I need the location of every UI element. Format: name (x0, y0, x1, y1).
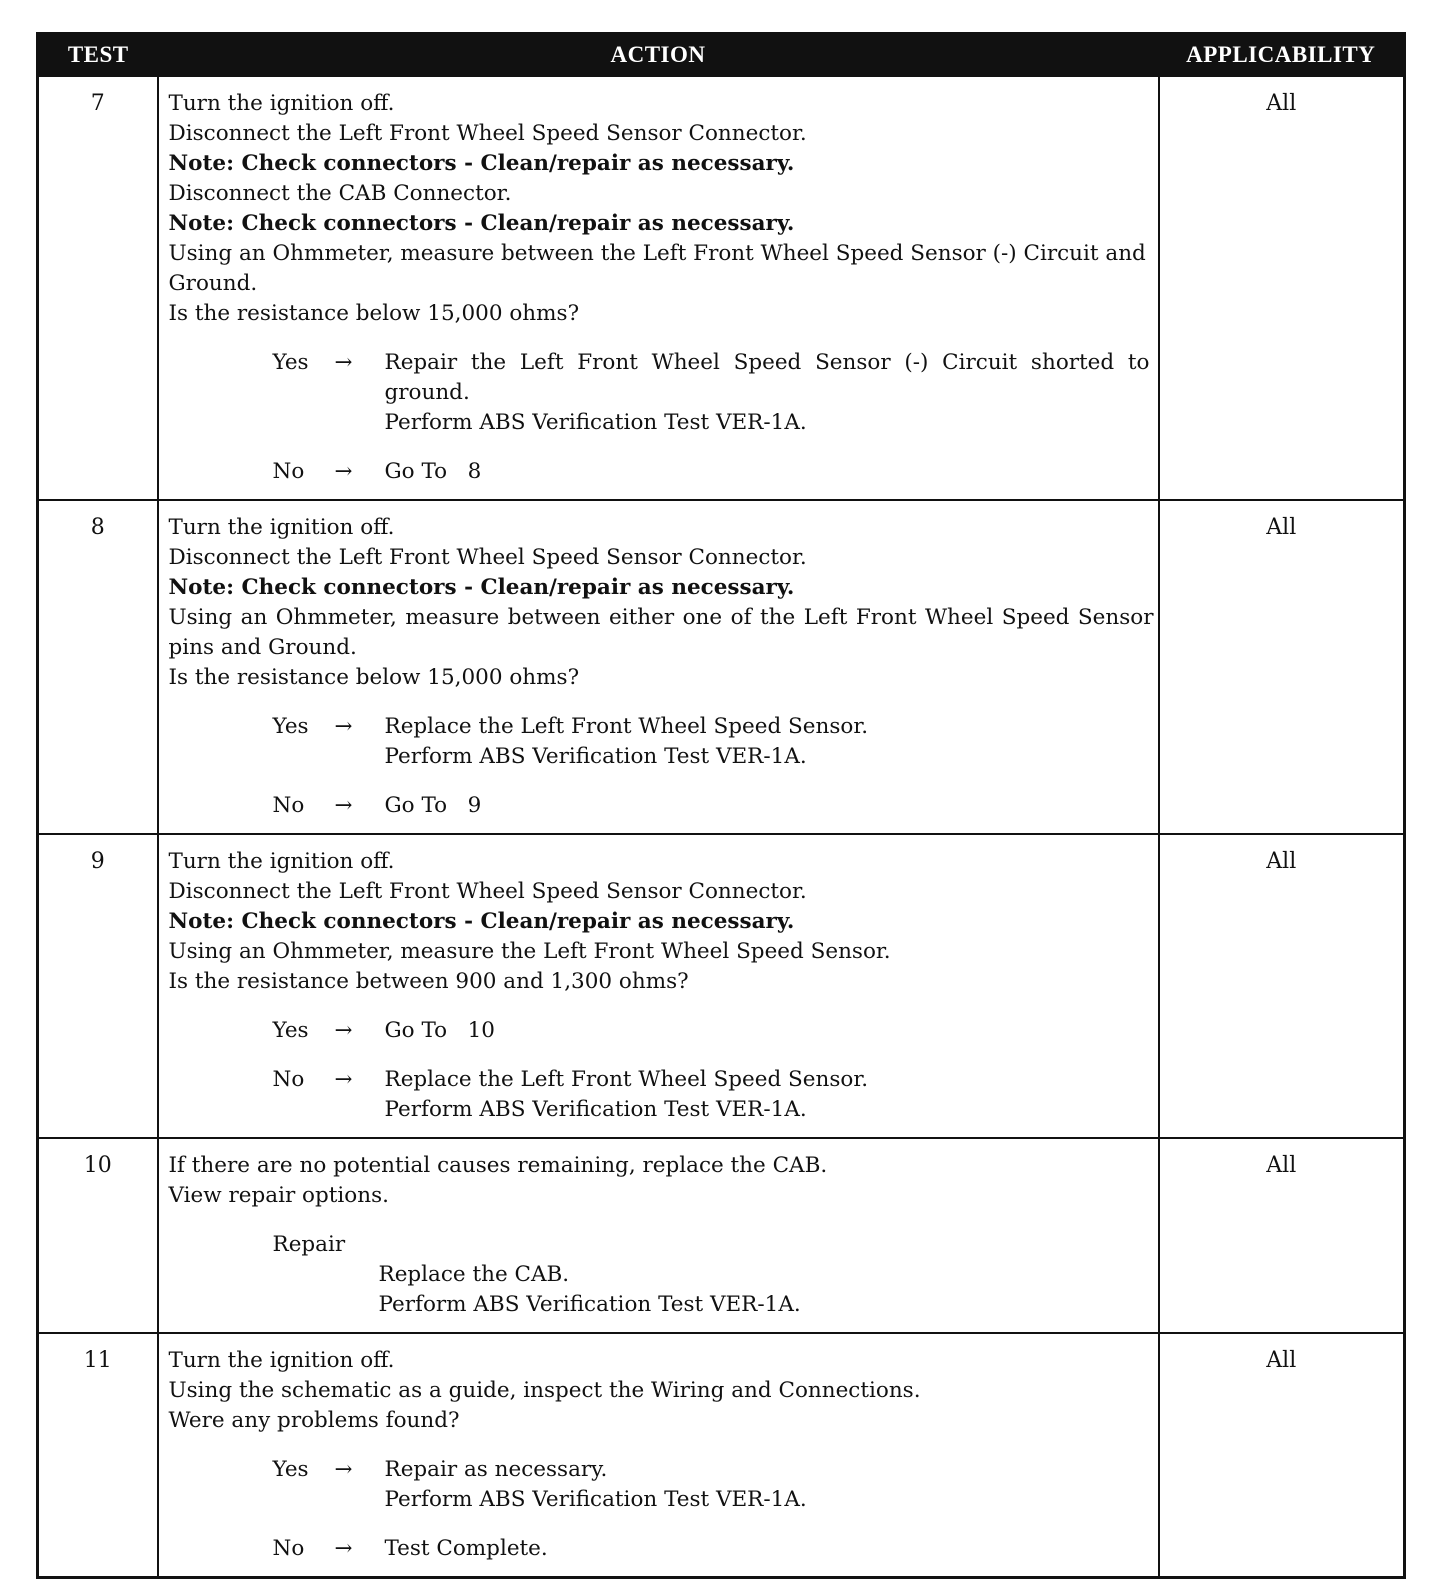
diagnostic-test-table (36, 32, 1406, 1579)
repair-label: Repair (272, 1232, 346, 1257)
yes-response-text (384, 348, 1157, 438)
no-response (169, 1534, 1154, 1564)
action-line: Using the schematic as a guide, inspect the Wiring and Connections. (168, 1378, 921, 1403)
header-action: ACTION (158, 34, 1159, 77)
table-header-row (38, 34, 1405, 77)
response-line: Repair the Left Front Wheel Speed Sensor (-) Circuit shorted to ground. (384, 350, 1157, 405)
response-line: Perform ABS Verification Test VER-1A. (384, 1487, 807, 1512)
note-line: Note: Check connectors - Clean/repair as necessary. (168, 909, 795, 934)
no-label: No (272, 793, 305, 818)
action-line: View repair options. (168, 1183, 389, 1208)
action-line: Using an Ohmmeter, measure the Left Front Wheel Speed Sensor. (168, 939, 891, 964)
test-number: 10 (38, 1138, 158, 1333)
applicability-value: All (1159, 500, 1405, 834)
arrow-right-icon: → (334, 1067, 353, 1092)
action-line: Disconnect the CAB Connector. (168, 181, 512, 206)
action-cell (158, 76, 1159, 500)
question-line: Is the resistance below 15,000 ohms? (168, 301, 580, 326)
action-line: Disconnect the Left Front Wheel Speed Sensor Connector. (168, 879, 807, 904)
yes-response (169, 348, 1157, 438)
action-line: Turn the ignition off. (168, 91, 395, 116)
action-line: Turn the ignition off. (168, 849, 395, 874)
no-response (169, 1065, 1154, 1125)
arrow-right-icon: → (334, 714, 353, 739)
applicability-value: All (1159, 1138, 1405, 1333)
yes-response (169, 712, 1154, 772)
arrow-right-icon: → (334, 1018, 353, 1043)
test-row-8 (38, 500, 1405, 834)
question-line: Were any problems found? (168, 1408, 460, 1433)
test-row-10 (38, 1138, 1405, 1333)
no-label: No (272, 459, 305, 484)
action-line: Disconnect the Left Front Wheel Speed Sensor Connector. (168, 121, 807, 146)
no-response-text (385, 1065, 1154, 1125)
applicability-value: All (1159, 1333, 1405, 1578)
yes-label: Yes (272, 1457, 309, 1482)
test-row-7 (38, 76, 1405, 500)
test-number: 11 (38, 1333, 158, 1578)
response-line: Go To 8 (384, 459, 482, 484)
action-cell (158, 834, 1159, 1138)
test-number: 9 (38, 834, 158, 1138)
arrow-right-icon: → (334, 1536, 353, 1561)
action-cell (158, 1333, 1159, 1578)
question-line: Is the resistance between 900 and 1,300 ohms? (168, 969, 689, 994)
yes-response-text (385, 1455, 1154, 1515)
yes-label: Yes (272, 350, 309, 375)
header-test: TEST (38, 34, 158, 77)
no-response-text (385, 457, 1154, 487)
no-response-text (385, 1534, 1154, 1564)
yes-label: Yes (272, 714, 309, 739)
question-line: Is the resistance below 15,000 ohms? (168, 665, 580, 690)
yes-response (169, 1455, 1154, 1515)
applicability-value: All (1159, 76, 1405, 500)
note-line: Note: Check connectors - Clean/repair as necessary. (168, 211, 795, 236)
action-line: If there are no potential causes remaining, replace the CAB. (168, 1153, 828, 1178)
arrow-right-icon: → (334, 793, 353, 818)
no-label: No (272, 1536, 305, 1561)
response-line: Replace the Left Front Wheel Speed Sensor. (384, 714, 869, 739)
test-number: 8 (38, 500, 158, 834)
note-line: Note: Check connectors - Clean/repair as necessary. (168, 575, 795, 600)
action-line: Turn the ignition off. (168, 1348, 395, 1373)
no-label: No (272, 1067, 305, 1092)
yes-label: Yes (272, 1018, 309, 1043)
repair-line: Replace the CAB. (378, 1262, 570, 1287)
yes-response (169, 1016, 1154, 1046)
action-cell (158, 500, 1159, 834)
action-line: Using an Ohmmeter, measure between either one of the Left Front Wheel Speed Sensor pins and Ground. (168, 605, 1161, 660)
no-response (169, 791, 1154, 821)
action-line: Turn the ignition off. (168, 515, 395, 540)
arrow-right-icon: → (334, 1457, 353, 1482)
no-response (169, 457, 1154, 487)
action-cell (158, 1138, 1159, 1333)
response-line: Go To 10 (384, 1018, 495, 1043)
action-line: Disconnect the Left Front Wheel Speed Sensor Connector. (168, 545, 807, 570)
test-row-9 (38, 834, 1405, 1138)
action-line: Using an Ohmmeter, measure between the Left Front Wheel Speed Sensor (-) Circuit and Ground. (168, 241, 1153, 296)
note-line: Note: Check connectors - Clean/repair as necessary. (168, 151, 795, 176)
response-line: Repair as necessary. (384, 1457, 608, 1482)
response-line: Test Complete. (384, 1536, 548, 1561)
applicability-value: All (1159, 834, 1405, 1138)
arrow-right-icon: → (334, 459, 353, 484)
response-line: Perform ABS Verification Test VER-1A. (384, 1097, 807, 1122)
repair-steps (273, 1260, 1154, 1320)
response-line: Perform ABS Verification Test VER-1A. (384, 744, 807, 769)
repair-line: Perform ABS Verification Test VER-1A. (378, 1292, 801, 1317)
test-number: 7 (38, 76, 158, 500)
response-line: Perform ABS Verification Test VER-1A. (384, 410, 807, 435)
test-row-11 (38, 1333, 1405, 1578)
header-applicability: APPLICABILITY (1159, 34, 1405, 77)
yes-response-text (385, 712, 1154, 772)
response-line: Go To 9 (384, 793, 482, 818)
repair-options (169, 1230, 1154, 1320)
yes-response-text (385, 1016, 1154, 1046)
arrow-right-icon: → (334, 350, 353, 375)
no-response-text (385, 791, 1154, 821)
response-line: Replace the Left Front Wheel Speed Sensor. (384, 1067, 869, 1092)
